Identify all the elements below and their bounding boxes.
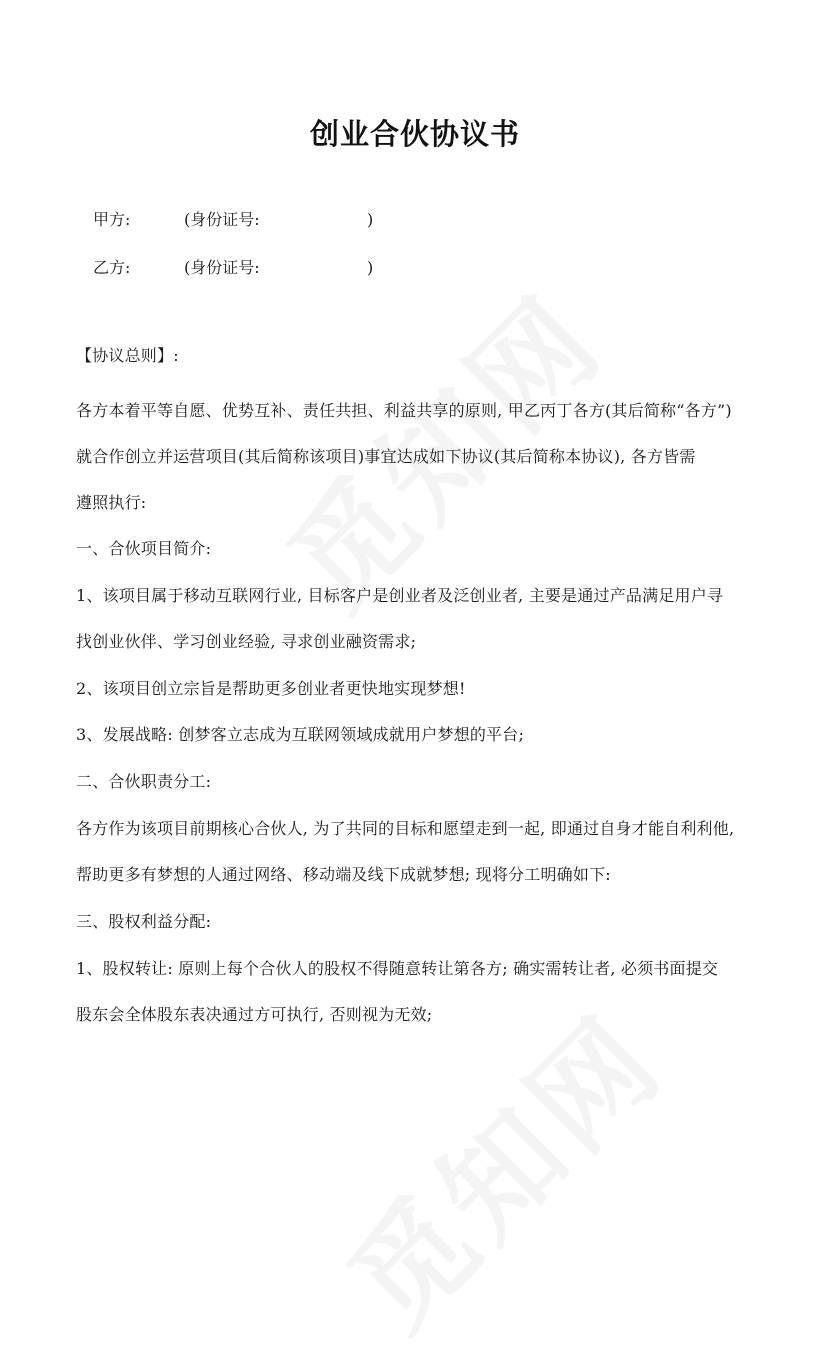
paragraph-line: 帮助更多有梦想的人通过网络、移动端及线下成就梦想; 现将分工明确如下: xyxy=(76,865,611,884)
paragraph-line: 各方作为该项目前期核心合伙人, 为了共同的目标和愿望走到一起, 即通过自身才能自利利他, xyxy=(76,819,735,838)
paragraph-line: 1、该项目属于移动互联网行业, 目标客户是创业者及泛创业者, 主要是通过产品满足用户寻 xyxy=(76,586,724,605)
party-a-id-label: (身份证号: xyxy=(184,210,260,229)
paragraph-line: 1、股权转让: 原则上每个合伙人的股权不得随意转让第各方; 确实需转让者, 必须书面提交 xyxy=(76,959,719,978)
party-a-id-close: ) xyxy=(367,210,374,229)
party-b-id-label: (身份证号: xyxy=(184,258,260,277)
paragraph-line: 各方本着平等自愿、优势互补、责任共担、利益共享的原则, 甲乙丙丁各方(其后简称“各方”) xyxy=(76,401,732,420)
paragraph-line: 遵照执行: xyxy=(76,493,147,512)
party-b-id-close: ) xyxy=(367,258,374,277)
paragraph-line: 就合作创立并运营项目(其后简称该项目)事宜达成如下协议(其后简称本协议), 各方皆需 xyxy=(76,447,696,466)
document-title: 创业合伙协议书 xyxy=(309,117,520,151)
watermark xyxy=(305,971,693,1359)
section-heading-general: 【协议总则】: xyxy=(76,346,179,365)
watermark xyxy=(245,251,633,639)
section-heading-project: 一、合伙项目简介: xyxy=(76,539,212,558)
party-a-label: 甲方: xyxy=(93,210,131,229)
section-heading-duties: 二、合伙职责分工: xyxy=(76,772,212,791)
section-heading-equity: 三、股权利益分配: xyxy=(76,912,212,931)
paragraph-line: 2、该项目创立宗旨是帮助更多创业者更快地实现梦想! xyxy=(76,679,466,698)
paragraph-line: 3、发展战略: 创梦客立志成为互联网领域成就用户梦想的平台; xyxy=(76,725,525,744)
party-b-label: 乙方: xyxy=(93,258,131,277)
paragraph-line: 找创业伙伴、学习创业经验, 寻求创业融资需求; xyxy=(76,632,417,651)
paragraph-line: 股东会全体股东表决通过方可执行, 否则视为无效; xyxy=(76,1005,433,1024)
